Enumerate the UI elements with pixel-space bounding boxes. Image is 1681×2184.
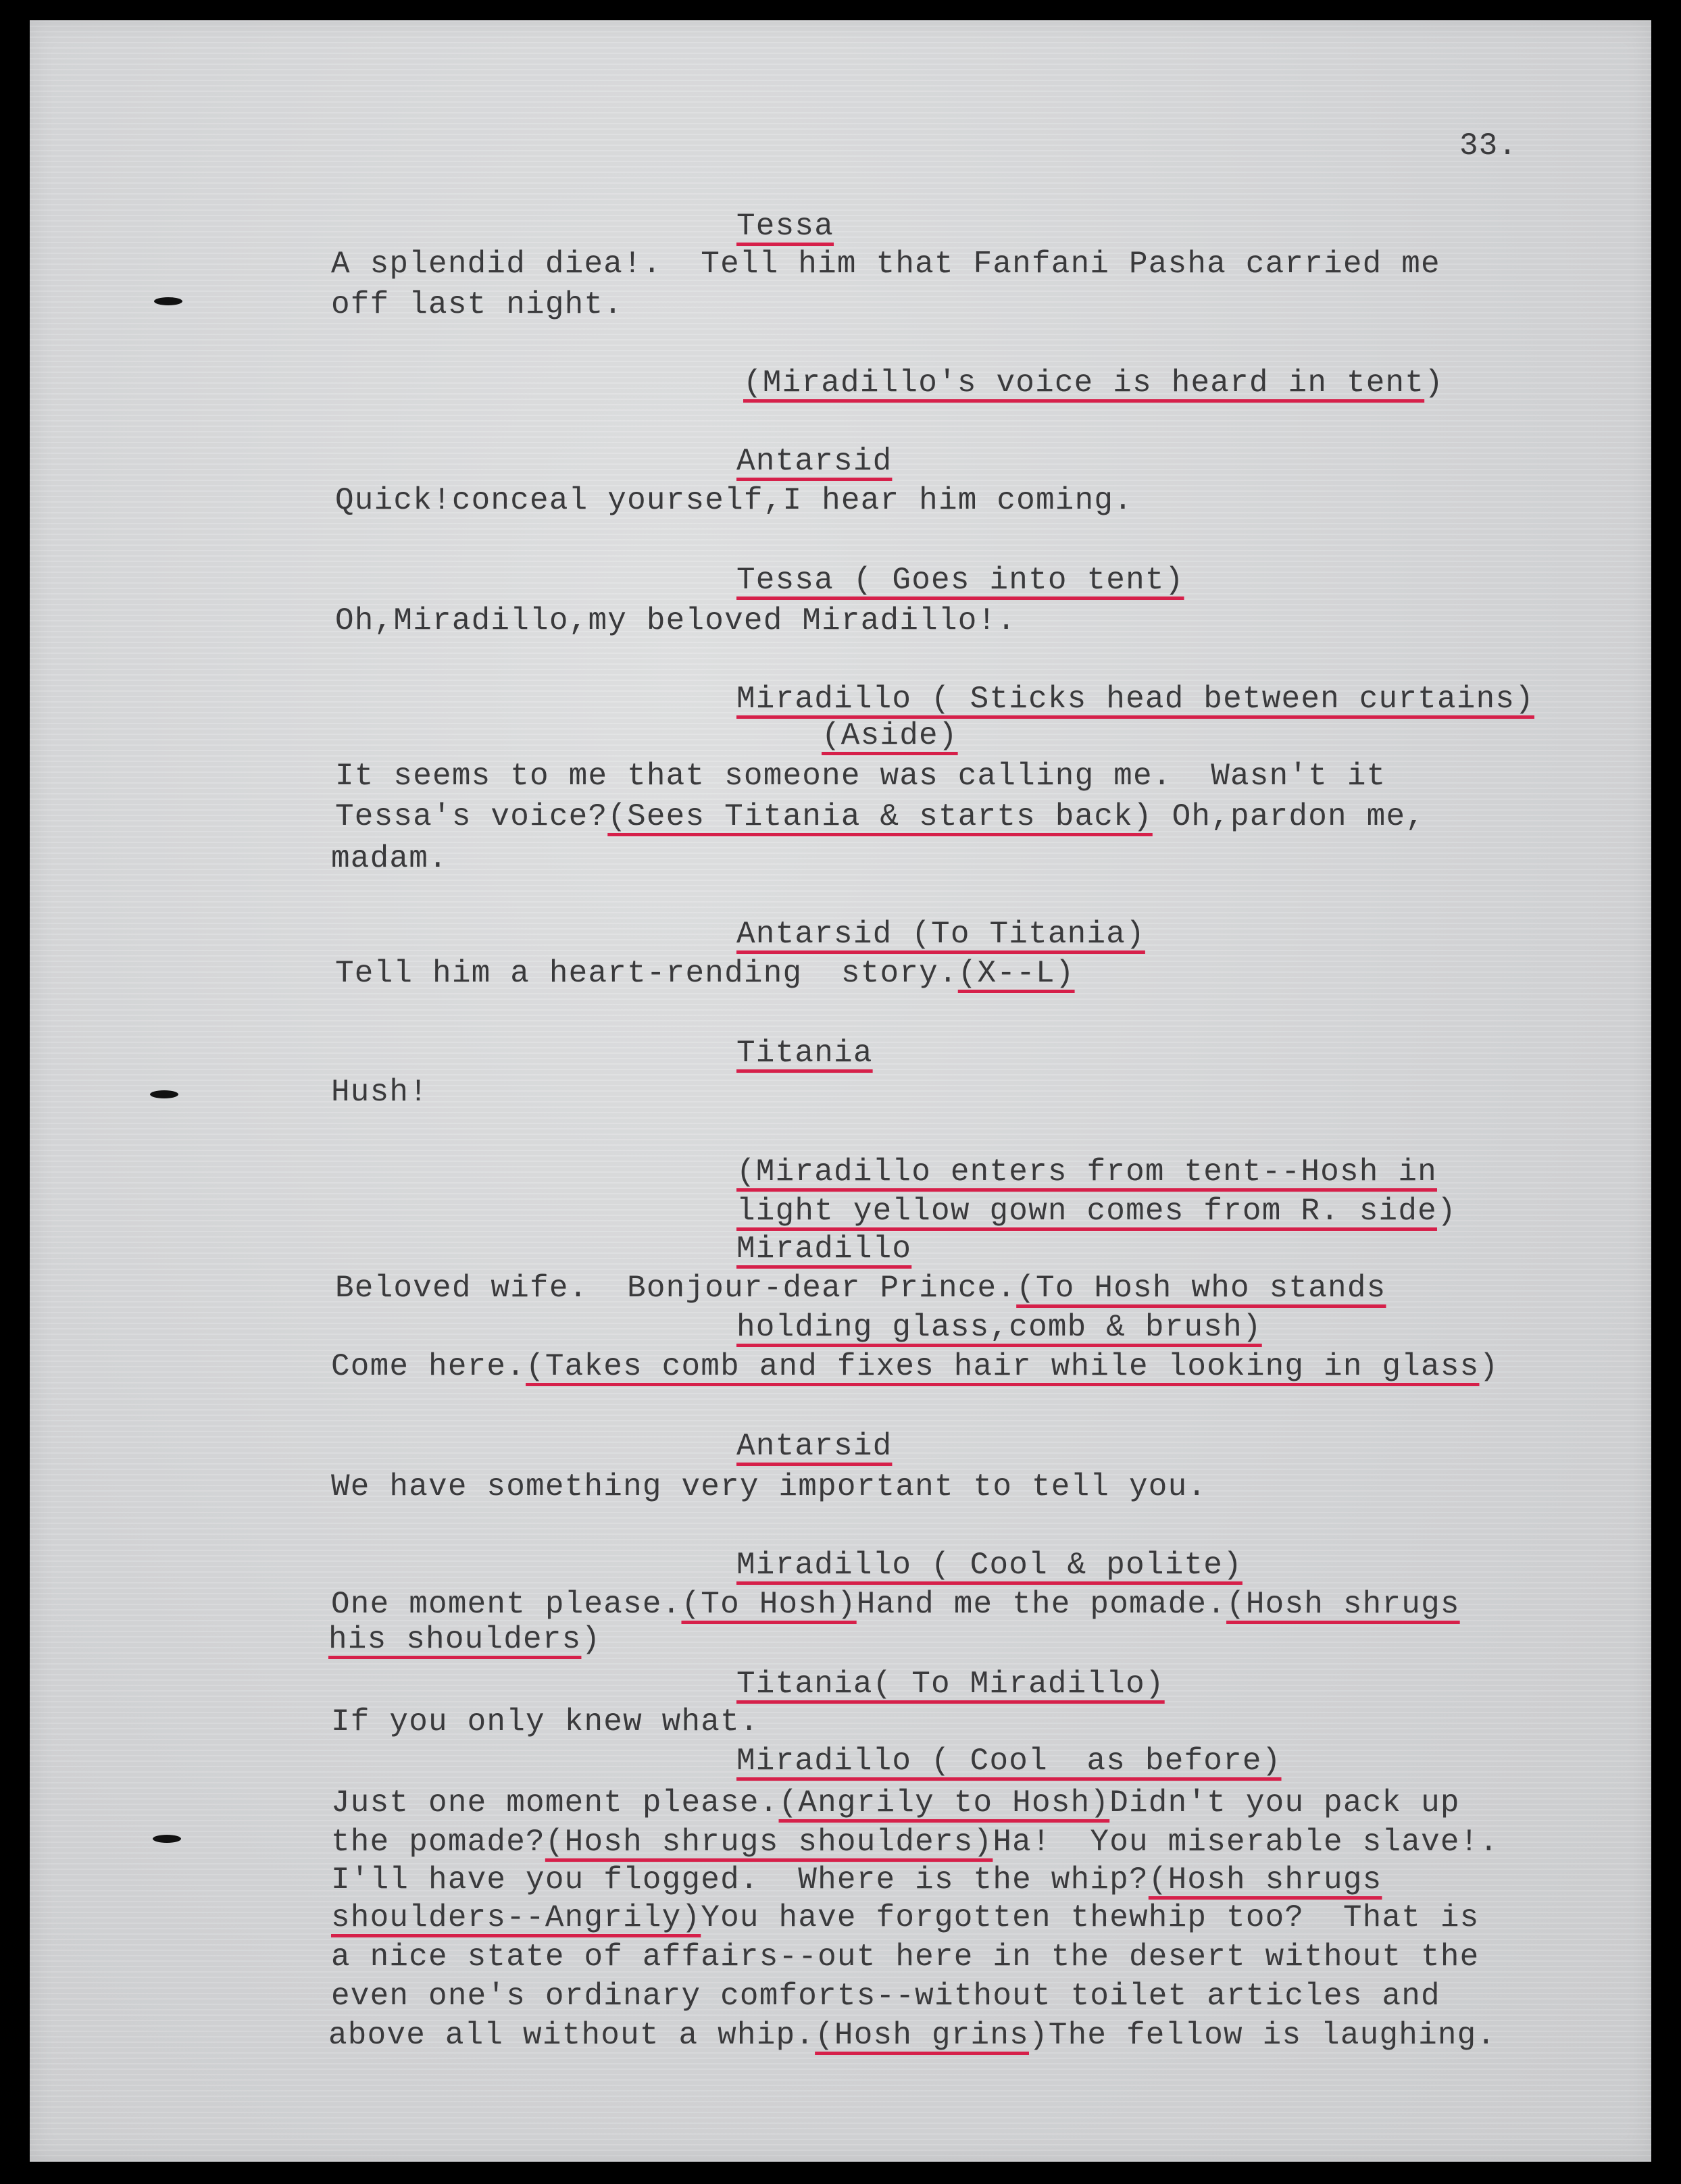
underlined-direction: (Hosh shrugs	[1226, 1587, 1460, 1622]
script-line	[335, 485, 1133, 516]
underlined-direction: shoulders--Angrily)	[331, 1900, 701, 1935]
underlined-direction: (To Hosh)	[681, 1587, 857, 1622]
script-line	[331, 843, 448, 874]
script-line	[736, 919, 1145, 950]
script-line	[331, 1941, 1479, 1973]
underlined-direction: Miradillo	[736, 1231, 912, 1267]
line-text: You have forgotten thewhip too? That is	[701, 1900, 1480, 1935]
line-text: Beloved wife. Bonjour-dear Prince.	[335, 1271, 1017, 1306]
script-line	[335, 761, 1386, 792]
script-line	[335, 1273, 1386, 1304]
script-line	[331, 1706, 759, 1737]
script-line	[736, 1196, 1457, 1227]
underlined-direction: Antarsid	[736, 444, 893, 479]
underlined-direction: Miradillo ( Cool as before)	[736, 1744, 1282, 1779]
line-text: Oh,Miradillo,my beloved Miradillo!.	[335, 603, 1017, 638]
line-text: )	[1479, 1349, 1499, 1384]
script-line	[736, 684, 1534, 715]
script-line	[331, 1077, 428, 1108]
script-line	[331, 1471, 1207, 1502]
line-text: )	[581, 1622, 601, 1657]
punch-hole-top	[154, 297, 182, 305]
line-text: Tell him a heart-rending story.	[335, 956, 958, 991]
script-line	[736, 565, 1184, 596]
line-text: off last night.	[331, 287, 624, 322]
underlined-direction: light yellow gown comes from R. side	[736, 1194, 1437, 1229]
underlined-direction: (Takes comb and fixes hair while looking in glass	[526, 1349, 1480, 1384]
underlined-direction: Titania	[736, 1036, 873, 1071]
script-line	[331, 1864, 1382, 1896]
line-text: We have something very important to tell you.	[331, 1469, 1207, 1504]
script-line	[331, 1589, 1460, 1620]
line-text: Just one moment please.	[331, 1785, 779, 1821]
underlined-direction: Tessa	[736, 209, 834, 244]
underlined-direction: (Miradillo enters from tent--Hosh in	[736, 1154, 1437, 1190]
underlined-direction: Antarsid	[736, 1429, 893, 1464]
script-line	[335, 605, 1016, 636]
underlined-direction: (Angrily to Hosh)	[778, 1785, 1110, 1821]
line-text: above all without a whip.	[328, 2018, 816, 2053]
underlined-direction: (Sees Titania & starts back)	[607, 799, 1153, 834]
script-line	[331, 1351, 1499, 1382]
underlined-direction: Miradillo ( Cool & polite)	[736, 1548, 1243, 1583]
underlined-direction: (Hosh shrugs shoulders)	[545, 1825, 993, 1860]
line-text: madam.	[331, 841, 448, 876]
script-line	[736, 1154, 1437, 1190]
underlined-direction: (Aside)	[822, 718, 958, 753]
script-line	[331, 1827, 1499, 1858]
underlined-direction: (Miradillo's voice is heard in tent	[743, 365, 1425, 401]
script-line	[331, 1787, 1460, 1819]
script-line	[331, 1902, 1479, 1933]
underlined-direction: Titania( To Miradillo)	[736, 1667, 1165, 1702]
script-line	[736, 1231, 912, 1267]
line-text: Quick!conceal yourself,I hear him coming.	[335, 483, 1133, 518]
underlined-direction: Miradillo ( Sticks head between curtains)	[736, 682, 1534, 717]
script-line	[335, 801, 1425, 832]
line-text: Ha! You miserable slave!.	[993, 1825, 1499, 1860]
script-line	[822, 720, 958, 751]
script-line	[736, 1669, 1165, 1700]
punch-hole-middle	[150, 1090, 178, 1098]
underlined-direction: (To Hosh who stands	[1016, 1271, 1386, 1306]
line-text: Didn't you pack up	[1109, 1785, 1460, 1821]
script-line	[331, 289, 623, 320]
line-text: Hand me the pomade.	[856, 1587, 1227, 1622]
line-text: Oh,pardon me,	[1152, 799, 1426, 834]
script-line	[331, 1981, 1440, 2012]
script-line	[331, 249, 1440, 280]
line-text: Come here.	[331, 1349, 526, 1384]
line-text: One moment please.	[331, 1587, 682, 1622]
script-line	[736, 1431, 892, 1462]
punch-hole-bottom	[153, 1835, 181, 1843]
underlined-direction: holding glass,comb & brush)	[736, 1310, 1262, 1345]
script-line	[736, 211, 834, 242]
script-line	[736, 1038, 873, 1069]
line-text: If you only knew what.	[331, 1704, 759, 1739]
line-text: a nice state of affairs--out here in the desert without the	[331, 1939, 1480, 1975]
script-line	[328, 1624, 601, 1655]
script-line	[736, 1550, 1243, 1581]
script-line	[736, 1746, 1282, 1777]
line-text: )The fellow is laughing.	[1028, 2018, 1497, 2053]
underlined-direction: Tessa ( Goes into tent)	[736, 563, 1184, 598]
script-line	[335, 958, 1075, 989]
page-number: 33.	[1459, 128, 1517, 163]
underlined-direction: Antarsid (To Titania)	[736, 917, 1145, 952]
line-text: the pomade?	[331, 1825, 545, 1860]
script-line	[743, 367, 1444, 399]
line-text: A splendid diea!. Tell him that Fanfani Pasha carried me	[331, 247, 1440, 282]
script-line	[736, 1312, 1262, 1343]
underlined-direction: (Hosh grins	[815, 2018, 1029, 2053]
script-line	[328, 2020, 1496, 2051]
line-text: even one's ordinary comforts--without toilet articles and	[331, 1979, 1440, 2014]
line-text: Hush!	[331, 1075, 429, 1110]
line-text: Tessa's voice?	[335, 799, 608, 834]
line-text: )	[1424, 365, 1444, 401]
line-text: I'll have you flogged. Where is the whip?	[331, 1862, 1149, 1898]
script-line	[736, 446, 892, 477]
line-text: It seems to me that someone was calling me. Wasn't it	[335, 759, 1386, 794]
underlined-direction: his shoulders	[328, 1622, 582, 1657]
line-text: )	[1436, 1194, 1457, 1229]
underlined-direction: (X--L)	[957, 956, 1075, 991]
underlined-direction: (Hosh shrugs	[1148, 1862, 1382, 1898]
